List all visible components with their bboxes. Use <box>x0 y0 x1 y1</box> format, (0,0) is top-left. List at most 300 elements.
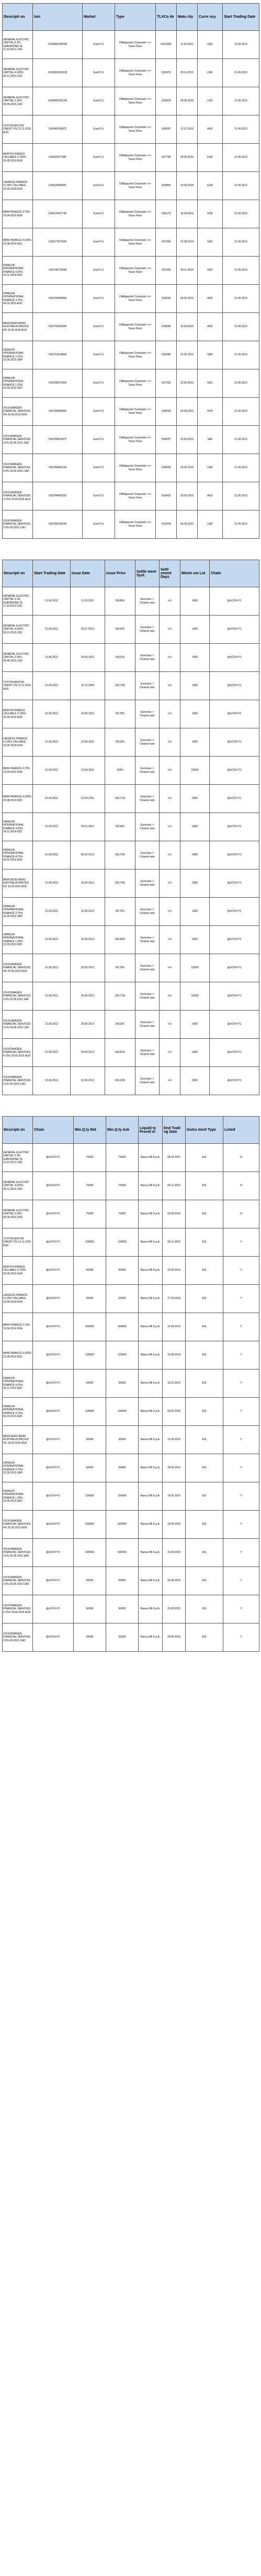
table-cell: Euroclea r / Clearstr eam <box>135 728 160 757</box>
table-cell: EuroTLX <box>83 115 115 144</box>
description-cell: GENERAL ELECTRIC CAPITAL 4.625% 09.11.2015 USD <box>3 59 33 87</box>
table-cell: CAD <box>198 454 223 482</box>
table-cell: 21.06.2012 <box>223 59 259 87</box>
table-row <box>3 1172 259 1200</box>
table-cell: 100000 <box>106 1398 139 1426</box>
table-header-row <box>3 4 259 31</box>
table-row <box>3 1285 259 1313</box>
table-cell: 21.06.2012 <box>33 1011 71 1039</box>
table-cell: 1000 <box>180 700 210 728</box>
table-cell: 100000 <box>74 1341 106 1370</box>
col-header: Settl ement Days <box>160 560 180 587</box>
table-cell: 24.11.2014 <box>177 257 198 285</box>
table-cell: EuroTLX <box>83 341 115 369</box>
table-cell: XS0784096325 <box>33 482 83 510</box>
table-cell: Euroclea r / Clearstr eam <box>135 1067 160 1095</box>
table-cell: t+3 <box>160 841 180 869</box>
table-cell: XS0700269066 <box>33 313 83 341</box>
table-cell: 22.05.2012 <box>71 926 105 954</box>
table-cell: Obbligazioni Corporate >>> Tasso Fisso <box>115 369 156 398</box>
col-header: Market <box>83 4 115 31</box>
table-cell: EuroTLX <box>83 31 115 59</box>
table-row <box>3 1398 259 1426</box>
table-cell: Obbligazioni Corporate >>> Tasso Fisso <box>115 31 156 59</box>
table-cell: 24.11.2011 <box>71 813 105 841</box>
table-cell: Euroclea r / Clearstr eam <box>135 926 160 954</box>
table-cell: 21.06.2012 <box>223 398 259 426</box>
table-cell: t+3 <box>160 954 180 982</box>
table-cell: @xCFO=T1 <box>33 1200 74 1228</box>
description-cell: DAIMLER INTERNATIONAL FINANCE 2.75% 22.05.2015 GBP <box>3 341 33 369</box>
table-cell: US5824 <box>156 87 177 115</box>
table-cell: 22.05.2015 <box>177 369 198 398</box>
table-cell: 21.06.2012 <box>33 841 71 869</box>
description-cell: VOLKSWAGEN FINANCIAL SERVICES 4% 25.05.2015 NOK <box>3 1511 33 1539</box>
table-cell: EuroTLX <box>83 454 115 482</box>
table-cell: XS8297 <box>156 426 177 454</box>
table-cell: t+3 <box>160 785 180 813</box>
table-cell: 1000 <box>180 728 210 757</box>
col-header: Settle ment Syst. <box>135 560 160 587</box>
table-cell: t+3 <box>160 644 180 672</box>
table-cell: 21.06.2012 <box>33 785 71 813</box>
table-cell: Euroclea r / Clearstr eam <box>135 954 160 982</box>
table-cell: @xCFO=T1 <box>33 1341 74 1370</box>
table-cell: EIS <box>186 1623 223 1652</box>
table-cell: @xCFO=T1 <box>210 616 259 644</box>
table-cell: Euroclea r / Clearstr eam <box>135 898 160 926</box>
table-cell: 50000 <box>106 1257 139 1285</box>
table-cell: 100,79% <box>105 672 135 700</box>
table-cell: 21.06.2012 <box>223 510 259 539</box>
table-cell: 23.05.2016 <box>163 1257 186 1285</box>
description-cell: DAIMLER INTERNATIONAL FINANCE 4.75% 06.02.2015 AUD <box>3 285 33 313</box>
description-cell: DAIMLER INTERNATIONAL FINANCE 4.75% 06.02.2015 AUD <box>3 1398 33 1426</box>
table-cell: US36962G5X28 <box>33 59 83 87</box>
table-cell: EIS <box>186 1313 223 1341</box>
table-cell: Y <box>223 1341 259 1370</box>
description-cell: VOLKSWAGEN FINANCIAL SERVICES 2.5% 06.2015 CAD <box>3 1067 33 1095</box>
table-header-row <box>3 1117 259 1144</box>
table-cell: 21.06.2012 <box>33 954 71 982</box>
table-row <box>3 954 259 982</box>
table-cell: EuroTLX <box>83 510 115 539</box>
table-cell: 50000 <box>74 1454 106 1482</box>
table-cell: 50000 <box>74 1623 106 1652</box>
table-row <box>3 898 259 926</box>
table-cell: t+3 <box>160 1011 180 1039</box>
table-cell: 11.02.2021 <box>177 31 198 59</box>
table-cell: 21.06.2012 <box>33 982 71 1011</box>
table-cell: 1000 <box>180 644 210 672</box>
table-cell: 21.06.2012 <box>223 228 259 257</box>
table-cell: @xCFO=T1 <box>210 1039 259 1067</box>
table-cell: AUD <box>198 482 223 510</box>
col-header: Descripti on <box>3 560 33 587</box>
table-cell: 21.06.2012 <box>223 313 259 341</box>
table-cell: 99,92% <box>105 616 135 644</box>
table-cell: 1000 <box>180 616 210 644</box>
table-cell: 75000 <box>106 1172 139 1200</box>
table-cell: 21.06.2012 <box>223 482 259 510</box>
table-cell: EIS <box>186 1482 223 1511</box>
table-cell: 99,72% <box>105 898 135 926</box>
table-cell: 100,63% <box>105 1067 135 1095</box>
table-cell: 100,71% <box>105 982 135 1011</box>
table-row <box>3 200 259 228</box>
table-cell: Banca IMI S.p.A. <box>139 1228 163 1257</box>
table-cell: 10000 <box>180 757 210 785</box>
table-row <box>3 616 259 644</box>
col-header: Listed <box>223 1117 259 1144</box>
table-cell: @xCFO=T1 <box>210 757 259 785</box>
table-cell: Obbligazioni Corporate >>> Tasso Fisso <box>115 257 156 285</box>
table-cell: @xCFO=T1 <box>210 728 259 757</box>
table-cell: Banca IMI S.p.A. <box>139 1539 163 1567</box>
table-cell: 50000 <box>106 1623 139 1652</box>
table-cell: XS0784156234 <box>33 510 83 539</box>
table-cell: @xCFO=T1 <box>33 1539 74 1567</box>
table-cell: Y <box>223 1370 259 1398</box>
table-row <box>3 398 259 426</box>
description-cell: LANXESS FINANCE 4.125% CALLABLE 23.05.2018 EUR <box>3 172 33 200</box>
table-cell: Euroclea r / Clearstr eam <box>135 982 160 1011</box>
table-row <box>3 285 259 313</box>
table-cell: SEK <box>198 426 223 454</box>
table-cell: Y <box>223 1313 259 1341</box>
table-row <box>3 757 259 785</box>
col-header: Matu rity <box>177 4 198 31</box>
table-cell: 09.06.2016 <box>177 87 198 115</box>
table-cell: EuroTLX <box>83 369 115 398</box>
table-cell: EIS <box>186 1539 223 1567</box>
table-cell: 19.08.2014 <box>163 1341 186 1370</box>
table-cell: 500000 <box>106 1539 139 1567</box>
table-row <box>3 426 259 454</box>
table-cell: EIS <box>186 1370 223 1398</box>
table-row <box>3 1482 259 1511</box>
table-row <box>3 172 259 200</box>
table-row <box>3 228 259 257</box>
table-cell: @xCFO=T1 <box>210 982 259 1011</box>
table-row <box>3 144 259 172</box>
table-cell: 10000 <box>180 954 210 982</box>
table-row <box>3 454 259 482</box>
table-cell: 10000 <box>180 982 210 1011</box>
table-cell: @xCFO=T1 <box>33 1285 74 1313</box>
table-cell: EuroTLX <box>83 257 115 285</box>
description-cell: DAIMLER INTERNATIONAL FINANCE 4.75% 06.02.2015 AUD <box>3 841 33 869</box>
table-cell: 100000 <box>106 1228 139 1257</box>
table-cell: 1000 <box>180 672 210 700</box>
table-cell: XS6853 <box>156 172 177 200</box>
table-cell: 29.05.2015 <box>177 454 198 482</box>
table-cell: t+3 <box>160 728 180 757</box>
table-cell: EIS <box>186 1257 223 1285</box>
description-cell: LANXESS FINANCE 4.125% CALLABLE 23.05.2018 EUR <box>3 1285 33 1313</box>
table-cell: 18.11.2014 <box>163 1370 186 1398</box>
table-cell: EuroTLX <box>83 398 115 426</box>
table-cell: 19.05.2015 <box>163 1511 186 1539</box>
table-cell: AUD <box>198 285 223 313</box>
table-cell: 18.05.2015 <box>163 1454 186 1482</box>
table-row <box>3 482 259 510</box>
table-cell: @xCFO=T1 <box>33 1482 74 1511</box>
col-header: TLXCo de <box>156 4 177 31</box>
table-cell: 99,85% <box>105 587 135 616</box>
table-cell: 11.02.2011 <box>71 587 105 616</box>
table-cell: 100,75% <box>105 841 135 869</box>
table-cell: t+3 <box>160 1067 180 1095</box>
table-cell: 09.11.2015 <box>177 59 198 87</box>
table-row <box>3 1067 259 1095</box>
table-cell: EuroTLX <box>83 285 115 313</box>
table-row <box>3 728 259 757</box>
table-cell: @xCFO=T1 <box>33 1623 74 1652</box>
table-cell: 75000 <box>74 1172 106 1200</box>
table-cell: 21.06.2012 <box>33 926 71 954</box>
table-cell: 50000 <box>106 1370 139 1398</box>
table-row <box>3 700 259 728</box>
table-cell: 19.05.2015 <box>163 1539 186 1567</box>
table-row <box>3 1426 259 1454</box>
trading-details-table <box>2 560 259 1095</box>
table-cell: t+3 <box>160 587 180 616</box>
table-cell: 50000 <box>74 1370 106 1398</box>
table-cell: 23.05.2018 <box>177 172 198 200</box>
table-cell: @xCFO=T1 <box>210 672 259 700</box>
table-cell: XS0709178944 <box>33 257 83 285</box>
table-cell: N <box>223 1172 259 1200</box>
table-cell: Y <box>223 1539 259 1567</box>
table-cell: @xCFO=T1 <box>210 1011 259 1039</box>
table-cell: NZD <box>198 369 223 398</box>
table-cell: 50000 <box>106 1595 139 1623</box>
table-cell: @xCFO=T1 <box>33 1257 74 1285</box>
table-cell: 04.11.2015 <box>163 1172 186 1200</box>
table-cell: 16.05.2012 <box>71 869 105 898</box>
table-cell: XS0549155872 <box>33 115 83 144</box>
table-cell: 26.05.2015 <box>163 1567 186 1595</box>
table-cell: 25.05.2015 <box>177 426 198 454</box>
table-cell: 17.05.2018 <box>163 1285 186 1313</box>
table-cell: EUR <box>198 144 223 172</box>
table-cell: NZD <box>198 228 223 257</box>
description-cell: LANXESS FINANCE 4.125% CALLABLE 23.05.2018 EUR <box>3 728 33 757</box>
table-cell: 100,86% <box>105 926 135 954</box>
table-row <box>3 510 259 539</box>
table-row <box>3 1595 259 1623</box>
description-cell: TOYOTA MOTOR CREDIT 5% 12.11.2019 AUD <box>3 115 33 144</box>
table-cell: 16.05.2016 <box>177 313 198 341</box>
table-row <box>3 785 259 813</box>
table-cell: USD <box>198 31 223 59</box>
table-cell: XS8096 <box>156 313 177 341</box>
table-cell: 100000 <box>106 1341 139 1370</box>
table-cell: EuroTLX <box>83 59 115 87</box>
table-cell: 100% <box>105 757 135 785</box>
table-cell: EIS <box>186 1285 223 1313</box>
table-cell: Banca IMI S.p.A. <box>139 1454 163 1482</box>
description-cell: GENERAL ELECTRIC CAPITAL 2.25% 09.06.2016 USD <box>3 87 33 115</box>
table-cell: 22.09.2011 <box>71 785 105 813</box>
table-cell: 26.05.2016 <box>177 144 198 172</box>
table-cell: XS7064 <box>156 228 177 257</box>
table-row <box>3 1539 259 1567</box>
table-cell: Euroclea r / Clearstr eam <box>135 757 160 785</box>
table-cell: 21.06.2012 <box>223 172 259 200</box>
table-row <box>3 1257 259 1285</box>
table-cell: 99,55% <box>105 728 135 757</box>
table-cell: XS0629377087 <box>33 144 83 172</box>
col-header: Min.Q.ty Ask <box>106 1117 139 1144</box>
description-cell: VOLKSWAGEN FINANCIAL SERVICES 4% 25.05.2015 NOK <box>3 954 33 982</box>
table-cell: Banca IMI S.p.A. <box>139 1426 163 1454</box>
table-cell: XS8165 <box>156 285 177 313</box>
table-cell: N <box>223 1200 259 1228</box>
table-cell: 99,70% <box>105 700 135 728</box>
description-cell: GENERAL ELECTRIC CAPITAL 5.3% SUBORDINA TE 11.02.2021 USD <box>3 31 33 59</box>
table-cell: @xCFO=T1 <box>33 1567 74 1595</box>
table-cell: EIS <box>186 1426 223 1454</box>
table-cell: EuroTLX <box>83 426 115 454</box>
description-cell: GENERAL ELECTRIC CAPITAL 2.25% 09.06.2016 USD <box>3 644 33 672</box>
table-cell: Obbligazioni Corporate >>> Tasso Fisso <box>115 398 156 426</box>
table-cell: 500000 <box>74 1539 106 1567</box>
table-cell: 19.09.2011 <box>71 757 105 785</box>
table-cell: 99,79% <box>105 954 135 982</box>
table-cell: 26.05.2015 <box>163 1595 186 1623</box>
table-row <box>3 672 259 700</box>
table-cell: 01.06.2012 <box>71 1067 105 1095</box>
table-cell: t+3 <box>160 616 180 644</box>
table-cell: US36962G5C40 <box>33 87 83 115</box>
table-row <box>3 87 259 115</box>
table-cell: Banca IMI S.p.A. <box>139 1482 163 1511</box>
table-cell: EIS <box>186 1567 223 1595</box>
table-cell: 21.06.2012 <box>33 898 71 926</box>
description-cell: MORTH-FINANCE CALLABLE 4.125% 26.05.2016 EUR <box>3 700 33 728</box>
table-cell: EIS <box>186 1228 223 1257</box>
table-row <box>3 587 259 616</box>
table-row <box>3 869 259 898</box>
table-cell: XS0677027600 <box>33 228 83 257</box>
table-cell: US5470 <box>156 59 177 87</box>
table-cell: EIS <box>186 1511 223 1539</box>
col-header: Instru ment Type <box>186 1117 223 1144</box>
table-cell: 25.05.2015 <box>177 398 198 426</box>
table-cell: 12.12.2009 <box>71 672 105 700</box>
table-row <box>3 1313 259 1341</box>
description-cell: BMW FINANCE 3.75% 19.04.2016 NOK <box>3 757 33 785</box>
table-cell: 23.05.2011 <box>71 700 105 728</box>
description-cell: MERCEDES-BENZ AUSTRALIA /PACIFIC 6% 16.05.2016 AUD <box>3 869 33 898</box>
table-cell: 29.05.2012 <box>71 1039 105 1067</box>
table-cell: CAD <box>198 510 223 539</box>
table-cell: t+3 <box>160 982 180 1011</box>
table-cell: 21.06.2012 <box>33 644 71 672</box>
table-cell: XS9425 <box>156 482 177 510</box>
table-row <box>3 1567 259 1595</box>
table-cell: Euroclea r / Clearstr eam <box>135 813 160 841</box>
table-cell: 21.06.2012 <box>223 454 259 482</box>
table-cell: Euroclea r / Clearstr eam <box>135 700 160 728</box>
table-cell: 500000 <box>106 1313 139 1341</box>
description-cell: DAIMLER INTERNATIONAL FINANCE 4.25% 24.11.2014 NZD <box>3 1370 33 1398</box>
table-cell: 99,81% <box>105 644 135 672</box>
table-cell: 25.05.2012 <box>71 982 105 1011</box>
table-cell: 23.05.2011 <box>71 728 105 757</box>
description-cell: GENERAL ELECTRIC CAPITAL 4.625% 09.11.2015 USD <box>3 1172 33 1200</box>
table-cell: 21.06.2012 <box>33 1039 71 1067</box>
table-cell: 22.05.2015 <box>177 341 198 369</box>
table-cell: EuroTLX <box>83 172 115 200</box>
table-cell: Banca IMI S.p.A. <box>139 1257 163 1285</box>
description-cell: TOYOTA MOTOR CREDIT 5% 12.11.2019 AUD <box>3 1228 33 1257</box>
table-cell: 29.05.2012 <box>71 1011 105 1039</box>
table-cell: 06.05.2015 <box>177 510 198 539</box>
table-row <box>3 31 259 59</box>
description-cell: GENERAL ELECTRIC CAPITAL 5.3% SUBORDINA TE 11.02.2021 USD <box>3 587 33 616</box>
table-cell: USD <box>198 59 223 87</box>
table-cell: 06.02.2015 <box>177 285 198 313</box>
table-cell: 03.02.2015 <box>163 1398 186 1426</box>
table-cell: 03.06.2016 <box>163 1200 186 1228</box>
table-cell: 75000 <box>74 1200 106 1228</box>
table-cell: Y <box>223 1595 259 1623</box>
table-cell: 2000 <box>180 841 210 869</box>
table-cell: Obbligazioni Corporate >>> Tasso Fisso <box>115 228 156 257</box>
table-cell: Obbligazioni Corporate >>> Tasso Fisso <box>115 454 156 482</box>
col-header: Liquidi ty Provid er <box>139 1117 163 1144</box>
table-cell: NOK <box>198 398 223 426</box>
table-cell: 06.02.2012 <box>71 841 105 869</box>
table-cell: 21.06.2012 <box>223 285 259 313</box>
table-cell: US12966 <box>156 31 177 59</box>
table-cell: 75000 <box>74 1144 106 1172</box>
description-cell: VOLKSWAGEN FINANCIAL SERVICES 4.75% 29.05.2015 AUD <box>3 1595 33 1623</box>
description-cell: VOLKSWAGEN FINANCIAL SERVICES 4.75% 29.05.2015 AUD <box>3 482 33 510</box>
table-cell: 100000 <box>74 1228 106 1257</box>
table-cell: XS0784406144 <box>33 454 83 482</box>
description-cell: VOLKSWAGEN FINANCIAL SERVICES 2.5% 29.05.2015 CAD <box>3 1567 33 1595</box>
table-cell: Banca IMI S.p.A. <box>139 1172 163 1200</box>
table-cell: EIS <box>186 1398 223 1426</box>
table-cell: 22.05.2012 <box>71 898 105 926</box>
table-cell: EuroTLX <box>83 482 115 510</box>
table-cell: 15.04.2016 <box>163 1313 186 1341</box>
table-cell: @xCFO=T1 <box>33 1595 74 1623</box>
table-cell: Banca IMI S.p.A. <box>139 1285 163 1313</box>
description-cell: VOLKSWAGEN FINANCIAL SERVICES 3.5% 25.05.2015 SEK <box>3 1539 33 1567</box>
table-cell: 21.06.2012 <box>33 616 71 644</box>
table-row <box>3 644 259 672</box>
table-cell: EIS <box>186 1172 223 1200</box>
table-cell: 50000 <box>74 1595 106 1623</box>
table-cell: @xCFO=T1 <box>33 1172 74 1200</box>
table-cell: EuroTLX <box>83 87 115 115</box>
table-cell: 75000 <box>106 1144 139 1172</box>
description-cell: BMW FINANCE 3.75% 19.04.2016 NOK <box>3 1313 33 1341</box>
table-cell: Y <box>223 1623 259 1652</box>
table-row <box>3 313 259 341</box>
table-body <box>3 1144 259 1652</box>
table-cell: EUR <box>198 172 223 200</box>
table-cell: @xCFO=T1 <box>210 898 259 926</box>
description-cell: VOLKSWAGEN FINANCIAL SERVICES 2.5% 06.2015 CAD <box>3 510 33 539</box>
table-cell: EIS <box>186 1595 223 1623</box>
table-cell: 18.05.2015 <box>163 1482 186 1511</box>
